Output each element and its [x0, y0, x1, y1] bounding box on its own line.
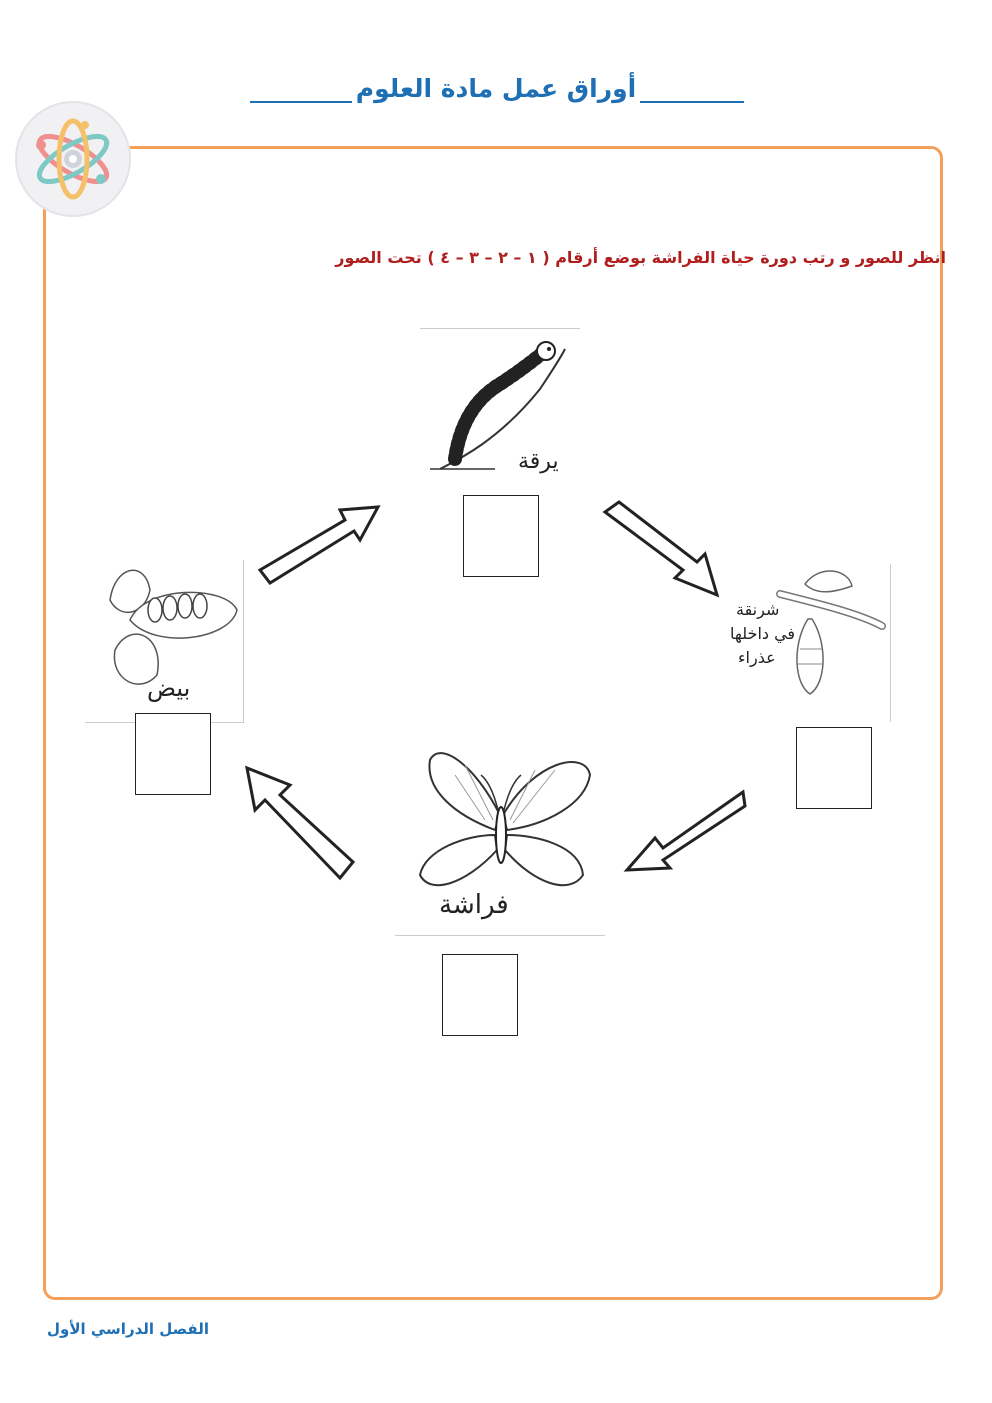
page-title: أوراق عمل مادة العلوم [355, 74, 637, 103]
arrow-pupa-to-butterfly-icon [615, 770, 755, 880]
larva-image [420, 328, 580, 479]
pupa-label-line-1: شرنقة [736, 600, 780, 619]
arrow-larva-to-pupa-icon [595, 490, 730, 605]
instruction-text: انظر للصور و رتب دورة حياة الفراشة بوضع أرقام ( ١ – ٢ – ٣ – ٤ ) تحت الصور [335, 248, 946, 267]
pupa-image [730, 564, 891, 722]
footer-semester: الفصل الدراسي الأول [47, 1320, 209, 1338]
atom-logo-icon [15, 101, 131, 217]
butterfly-label: فراشة [439, 890, 509, 920]
eggs-label: بيض [147, 674, 191, 702]
larva-label: يرقة [518, 449, 559, 474]
butterfly-image [395, 735, 605, 936]
larva-answer-box[interactable] [463, 495, 539, 577]
header-rule-right [640, 101, 744, 103]
arrow-eggs-to-larva-icon [250, 495, 390, 595]
pupa-answer-box[interactable] [796, 727, 872, 809]
butterfly-answer-box[interactable] [442, 954, 518, 1036]
chrysalis-icon [730, 564, 890, 722]
eggs-answer-box[interactable] [135, 713, 211, 795]
eggs-image [85, 560, 244, 723]
pupa-label-line-2: في داخلها [730, 624, 796, 643]
pupa-label-line-3: عذراء [738, 648, 776, 667]
arrow-butterfly-to-eggs-icon [235, 760, 365, 890]
